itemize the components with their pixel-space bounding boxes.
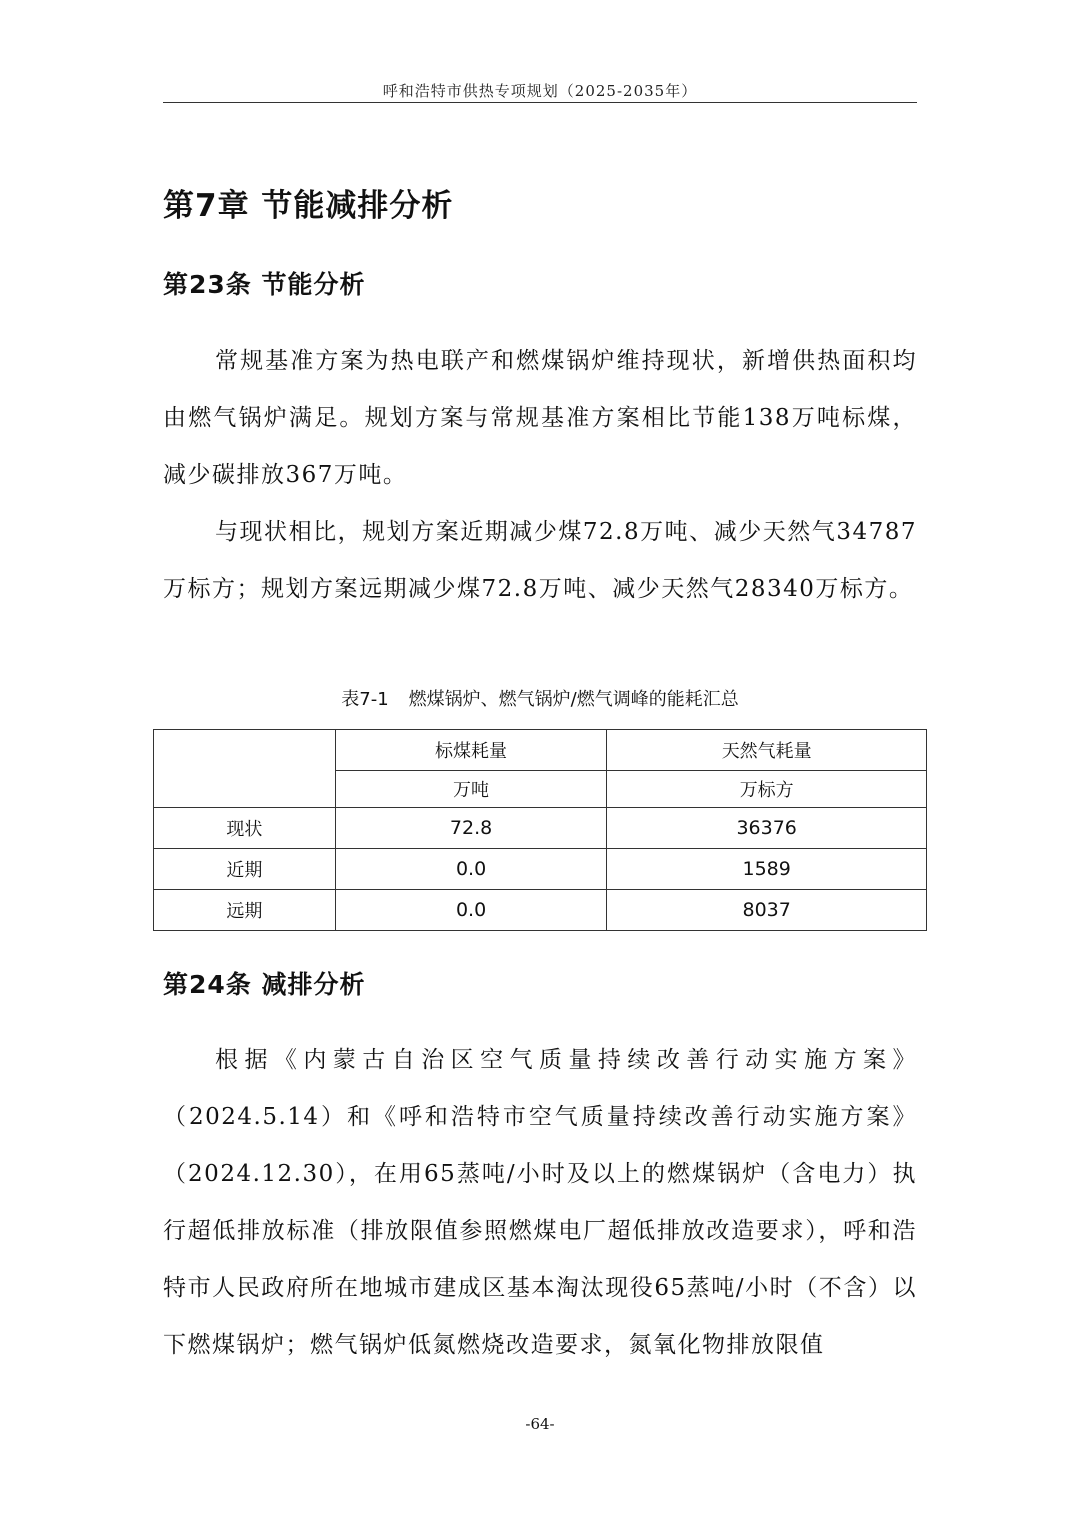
table-caption-number: 表7-1 xyxy=(341,689,389,710)
coal-value: 0.0 xyxy=(335,849,607,890)
unit-coal: 万吨 xyxy=(335,771,607,808)
chapter-title: 第7章 节能减排分析 xyxy=(163,188,454,224)
coal-value: 0.0 xyxy=(335,890,607,931)
gas-value: 8037 xyxy=(607,890,927,931)
table-row xyxy=(154,808,927,849)
article-24-paragraph-1: 根据《内蒙古自治区空气质量持续改善行动实施方案》（2024.5.14）和《呼和浩特市空气质量持续改善行动实施方案》（2024.12.30），在用65蒸吨/小时及以上的燃煤锅炉（含电力）执行超低排放标准（排放限值参照燃煤电厂超低排放改造要求），呼和浩特市人民政府所在地城市建成区基本淘汰现役65蒸吨/小时（不含）以下燃煤锅炉；燃气锅炉低氮燃烧改造要求，氮氧化物排放限值 xyxy=(163,1047,917,1358)
coal-value: 72.8 xyxy=(335,808,607,849)
header-coal: 标煤耗量 xyxy=(335,730,607,771)
table-header-row xyxy=(154,730,927,771)
article-24-title: 第24条 减排分析 xyxy=(163,970,366,999)
table-row xyxy=(154,849,927,890)
article-23-paragraph-2: 与现状相比，规划方案近期减少煤72.8万吨、减少天然气34787万标方；规划方案远期减少煤72.8万吨、减少天然气28340万标方。 xyxy=(163,519,917,602)
table-row xyxy=(154,890,927,931)
article-23-paragraph-1: 常规基准方案为热电联产和燃煤锅炉维持现状，新增供热面积均由燃气锅炉满足。规划方案与常规基准方案相比节能138万吨标煤，减少碳排放367万吨。 xyxy=(163,348,917,488)
header-rule xyxy=(163,102,917,103)
table-corner-cell xyxy=(154,730,336,808)
table-caption xyxy=(153,685,927,711)
unit-gas: 万标方 xyxy=(607,771,927,808)
article-23-title: 第23条 节能分析 xyxy=(163,270,366,299)
row-label: 远期 xyxy=(154,890,336,931)
energy-consumption-table xyxy=(153,729,927,931)
gas-value: 36376 xyxy=(607,808,927,849)
table-caption-text: 燃煤锅炉、燃气锅炉/燃气调峰的能耗汇总 xyxy=(408,689,739,710)
running-header: 呼和浩特市供热专项规划（2025-2035年） xyxy=(382,82,698,100)
header-gas: 天然气耗量 xyxy=(607,730,927,771)
row-label: 近期 xyxy=(154,849,336,890)
page-number: -64- xyxy=(525,1415,555,1433)
row-label: 现状 xyxy=(154,808,336,849)
gas-value: 1589 xyxy=(607,849,927,890)
